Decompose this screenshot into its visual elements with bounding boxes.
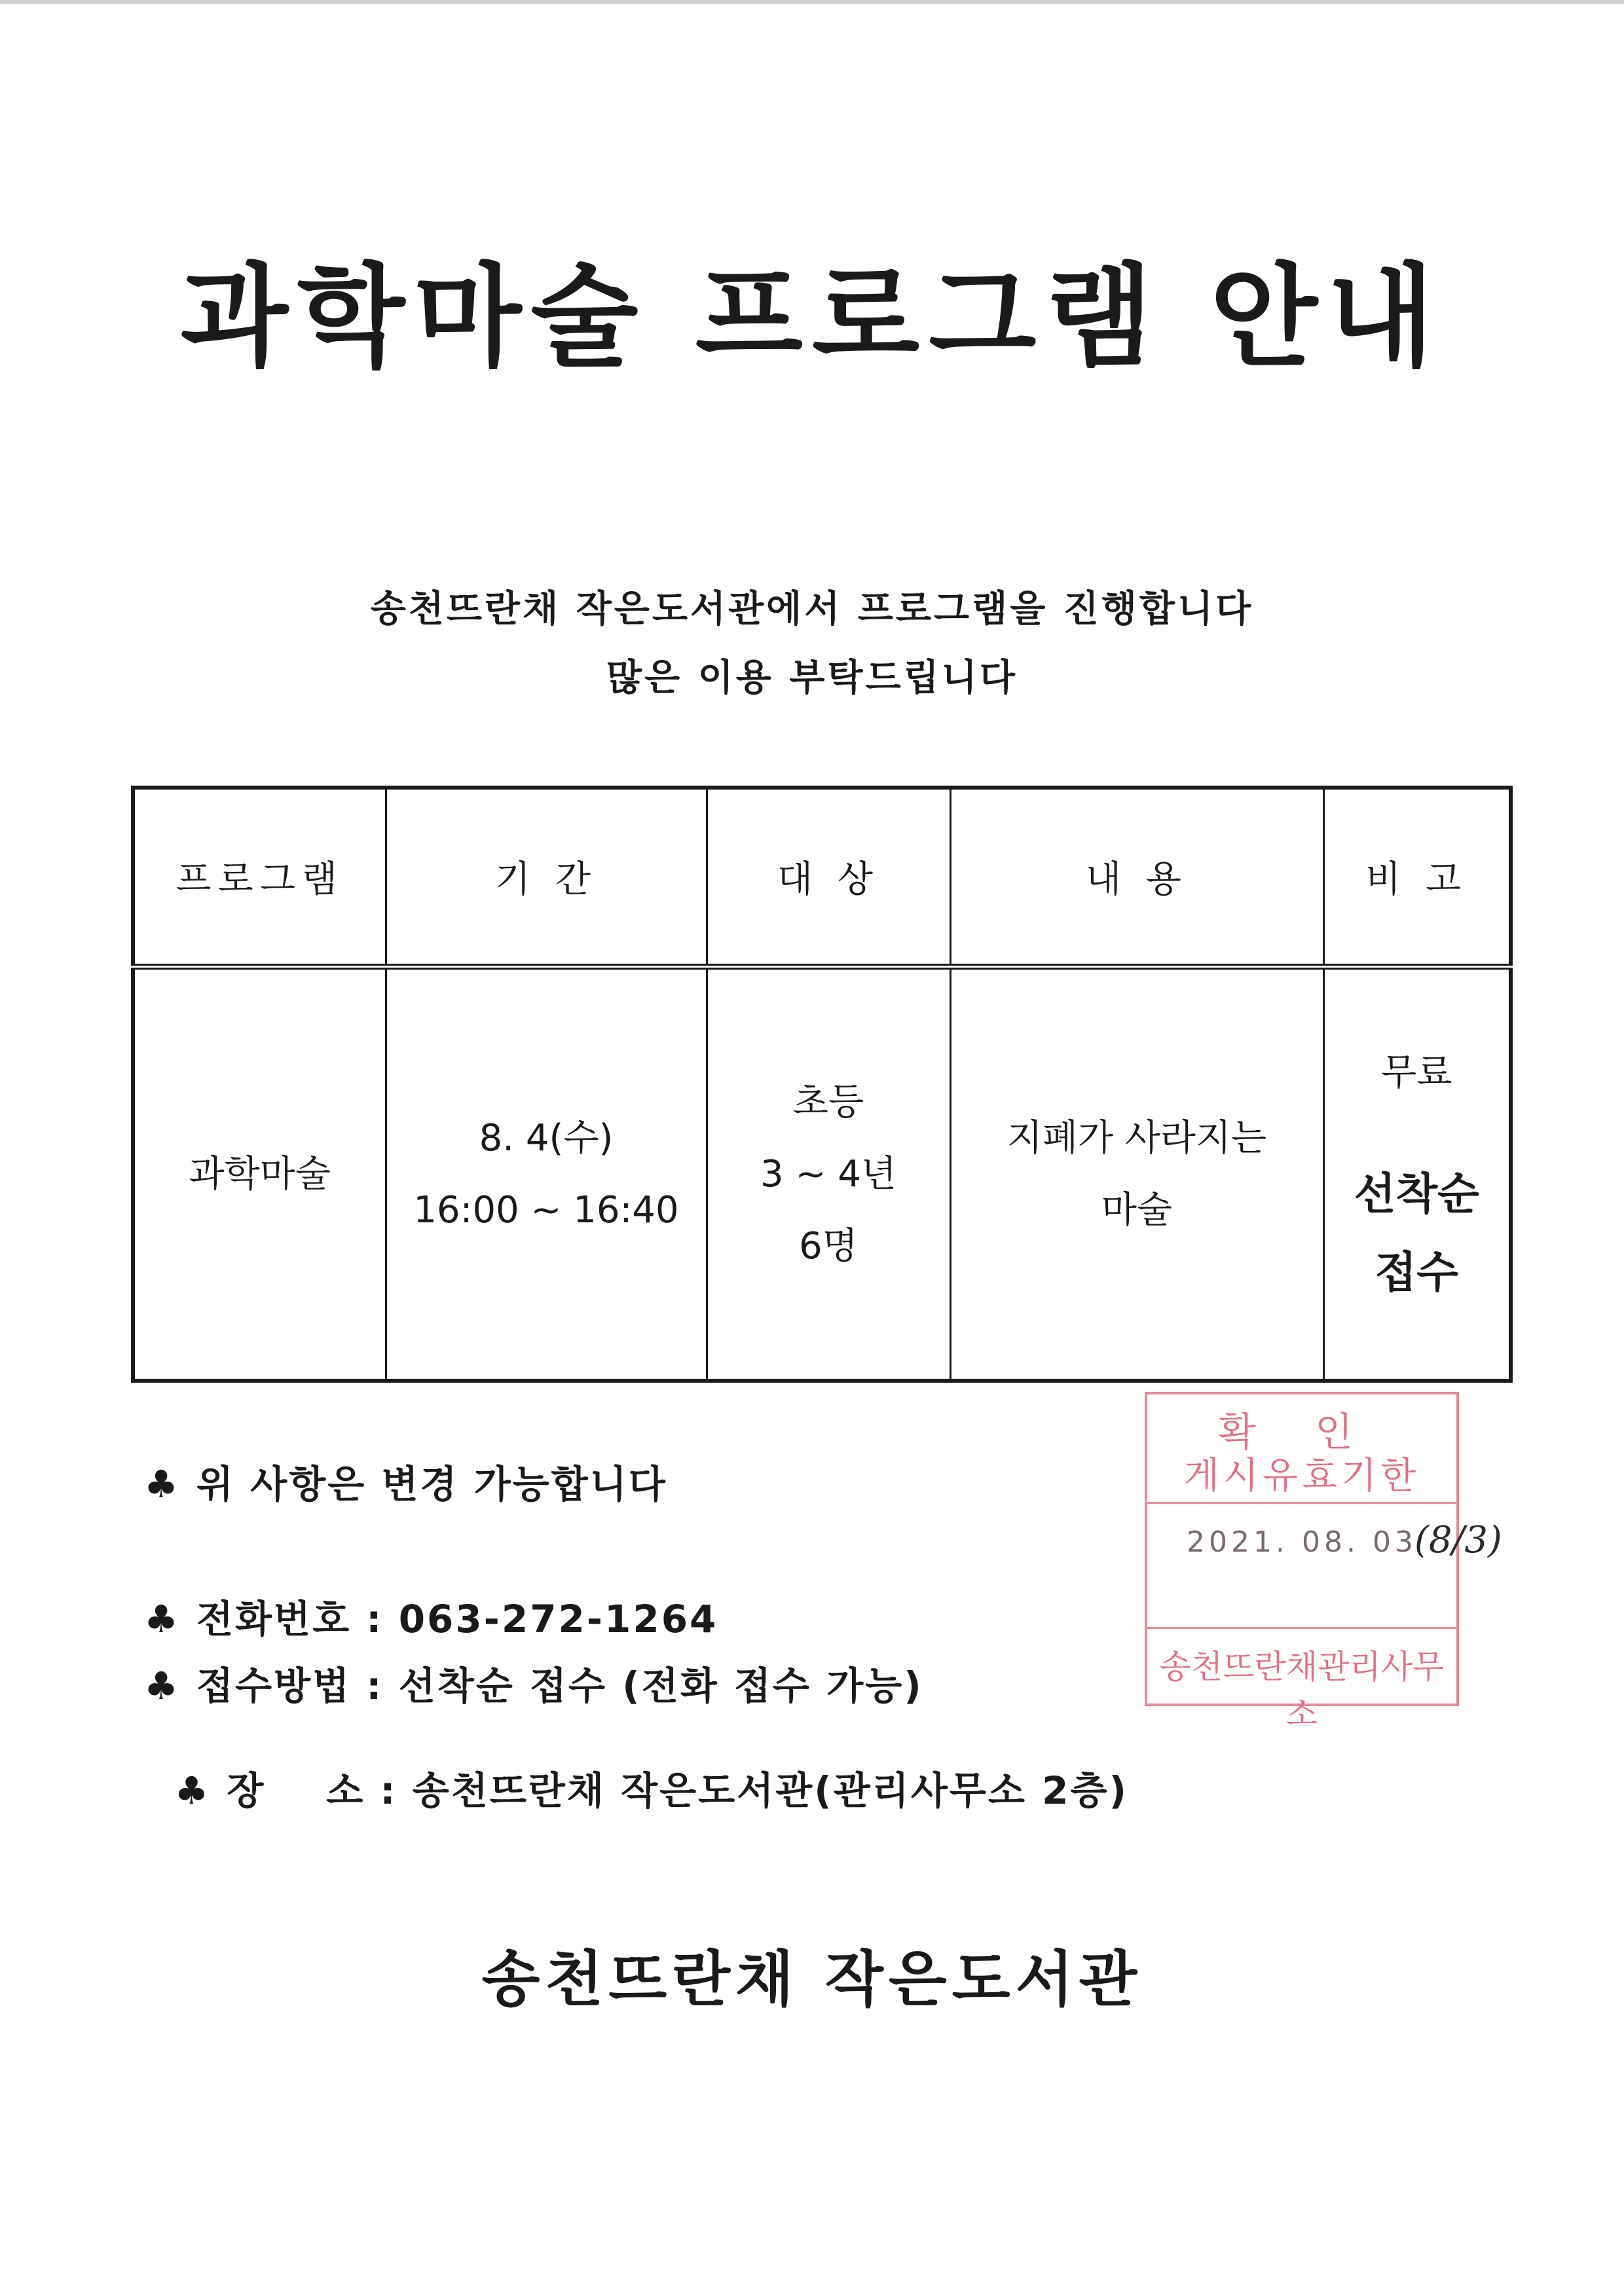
handwritten-date: (8/3) xyxy=(1414,1519,1502,1561)
header-content: 내 용 xyxy=(950,788,1323,967)
club-icon: ♣ xyxy=(144,1664,180,1708)
content-line-1: 지폐가 사라지는 xyxy=(1006,1116,1267,1159)
header-target: 대 상 xyxy=(707,788,950,967)
target-count: 6명 xyxy=(799,1224,858,1267)
club-icon: ♣ xyxy=(144,1462,180,1506)
program-table xyxy=(131,786,1513,1383)
note-phone xyxy=(144,1597,718,1641)
cell-content xyxy=(950,967,1323,1381)
note-method xyxy=(144,1664,923,1708)
note-place xyxy=(144,1734,1129,1813)
header-period: 기 간 xyxy=(386,788,707,967)
intro-line-1: 송천뜨란채 작은도서관에서 프로그램을 진행합니다 xyxy=(370,588,1254,630)
intro-line-2: 많은 이용 부탁드립니다 xyxy=(606,657,1018,699)
period-date: 8. 4(수) xyxy=(479,1116,614,1159)
note-line-1: 선착순 xyxy=(1354,1168,1479,1219)
page-title: 과학마술 프로그램 안내 xyxy=(180,253,1444,382)
note-change-text: 위 사항은 변경 가능합니다 xyxy=(196,1462,667,1506)
program-name: 과학마술 xyxy=(189,1152,331,1195)
note-change xyxy=(144,1462,667,1506)
club-icon: ♣ xyxy=(144,1597,180,1641)
content-line-2: 마술 xyxy=(1101,1188,1173,1231)
intro-text xyxy=(0,575,1624,712)
note-method-text: 접수방법 : 선착순 접수 (전화 접수 가능) xyxy=(196,1664,923,1708)
note-place-text: 장 소 : 송천뜨란채 작은도서관(관리사무소 2층) xyxy=(227,1768,1129,1813)
cell-period xyxy=(386,967,707,1381)
footer-organization: 송천뜨란채 작은도서관 xyxy=(481,1944,1143,2014)
stamp-org: 송천뜨란채관리사무소 xyxy=(1147,1627,1456,1735)
note-line-2: 접수 xyxy=(1375,1247,1458,1298)
scan-edge xyxy=(0,0,1624,4)
target-grade: 초등 xyxy=(792,1080,864,1123)
target-years: 3 ~ 4년 xyxy=(760,1152,896,1195)
note-fee: 무료 xyxy=(1381,1051,1452,1094)
table-row xyxy=(133,967,1511,1381)
club-icon: ♣ xyxy=(174,1768,211,1813)
cell-program xyxy=(133,967,386,1381)
header-note: 비 고 xyxy=(1323,788,1511,967)
cell-target xyxy=(707,967,950,1381)
note-phone-text: 전화번호 : 063-272-1264 xyxy=(196,1597,718,1641)
stamp-date: 2021. 08. 03 xyxy=(1187,1525,1417,1559)
header-program: 프로그램 xyxy=(133,788,386,967)
stamp-subtitle: 게시유효기한 xyxy=(1147,1447,1456,1504)
approval-stamp xyxy=(1145,1392,1459,1733)
stamp-title: 확인 xyxy=(1218,1410,1412,1455)
cell-note xyxy=(1323,967,1511,1381)
period-time: 16:00 ~ 16:40 xyxy=(413,1188,679,1231)
table-header-row xyxy=(133,788,1511,967)
